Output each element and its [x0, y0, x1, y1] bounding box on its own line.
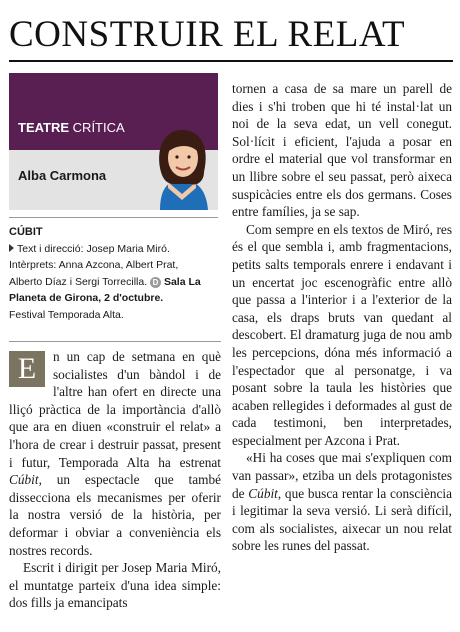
play-info [9, 224, 221, 323]
p4-text: «Hi ha coses que mai s'expliquen com van passar», etziba un dels protagonistes de [232, 450, 452, 501]
headline: CONSTRUIR EL RELAT [9, 14, 406, 55]
section-label-light: CRÍTICA [72, 120, 125, 135]
play-title: CÚBIT [9, 226, 43, 238]
article-column-1 [9, 348, 221, 612]
info-divider-top [9, 217, 218, 218]
info-line-3: Alberto Díaz i Sergi Torrecilla. [9, 275, 148, 288]
p1-text: n un cap de setmana en què socialistes d'un bàndol i de l'altre han ofert en directe una lliçó pràctica de la importància d'allò que ara en diuen «construir el relat» a l'hora de crear i destruir passat, present i futur, Temporada Alta ha estrenat [9, 349, 221, 470]
info-line-2: Intèrprets: Anna Azcona, Albert Prat, [9, 259, 179, 271]
p4-italic: Cúbit [248, 485, 278, 501]
paragraph-2-continued: tornen a casa de sa mare un parell de dies i s'hi troben que hi té instal·lat un noi de la seva edat, un vell conegut. Sol·lícit i eficient, l'ajuda a posar en ordre el material que vol transformar en un llibre sobre el seu passat, però aixeca suspicàcies entre els dos germans. Coses entre famílies, ja se sap. [232, 81, 452, 220]
info-divider-bottom [9, 341, 221, 342]
article-column-2 [232, 80, 452, 555]
paragraph-1 [9, 348, 221, 559]
venue: Sala La Planeta de Girona, 2 d'octubre. [9, 275, 201, 304]
author-name: Alba Carmona [18, 168, 107, 183]
rating-badge: D [150, 277, 161, 288]
paragraph-4 [232, 449, 452, 555]
bullet-arrow-icon [9, 244, 14, 252]
festival: Festival Temporada Alta. [9, 308, 124, 321]
info-line-1: Text i direcció: Josep Maria Miró. [17, 242, 170, 255]
paragraph-3: Com sempre en els textos de Miró, res és el que sembla i, amb fragmentacions, petits salts temporals enrere i endavant i un encertat joc escenogràfic entre allò que passa a l'interior i a l'exterior de la casa, els draps bruts van quedant al descobert. El dramaturg juga de nou amb les percepcions, dóna més informació a l'espectador que al personatge, i va posant sobre la taula les històries que acaben rellegides i deformades al gust de cada testimoni, ben interpretades, especialment per Azcona i Prat. [232, 221, 452, 448]
p1-italic: Cúbit [9, 472, 39, 488]
p4-end: , que busca rentar la consciència i legitimar la seva versió. Li serà difícil, com als socialistes, aixecar un nou relat sobre les runes del passat. [232, 485, 452, 554]
p1-end: , un espectacle que també disseccionа els mecanismes per oferir la nostra versió de la història, per deformar i obviar a conveniència els nostres records. [9, 472, 221, 558]
headline-rule [9, 60, 453, 62]
author-photo [146, 122, 218, 210]
section-label-bold: TEATRE [18, 120, 70, 135]
section-label [18, 120, 125, 135]
paragraph-2: Escrit i dirigit per Josep Maria Miró, el muntatge parteix d'una idea simple: dos fills ja emancipats [9, 560, 221, 611]
drop-cap: E [9, 351, 45, 387]
